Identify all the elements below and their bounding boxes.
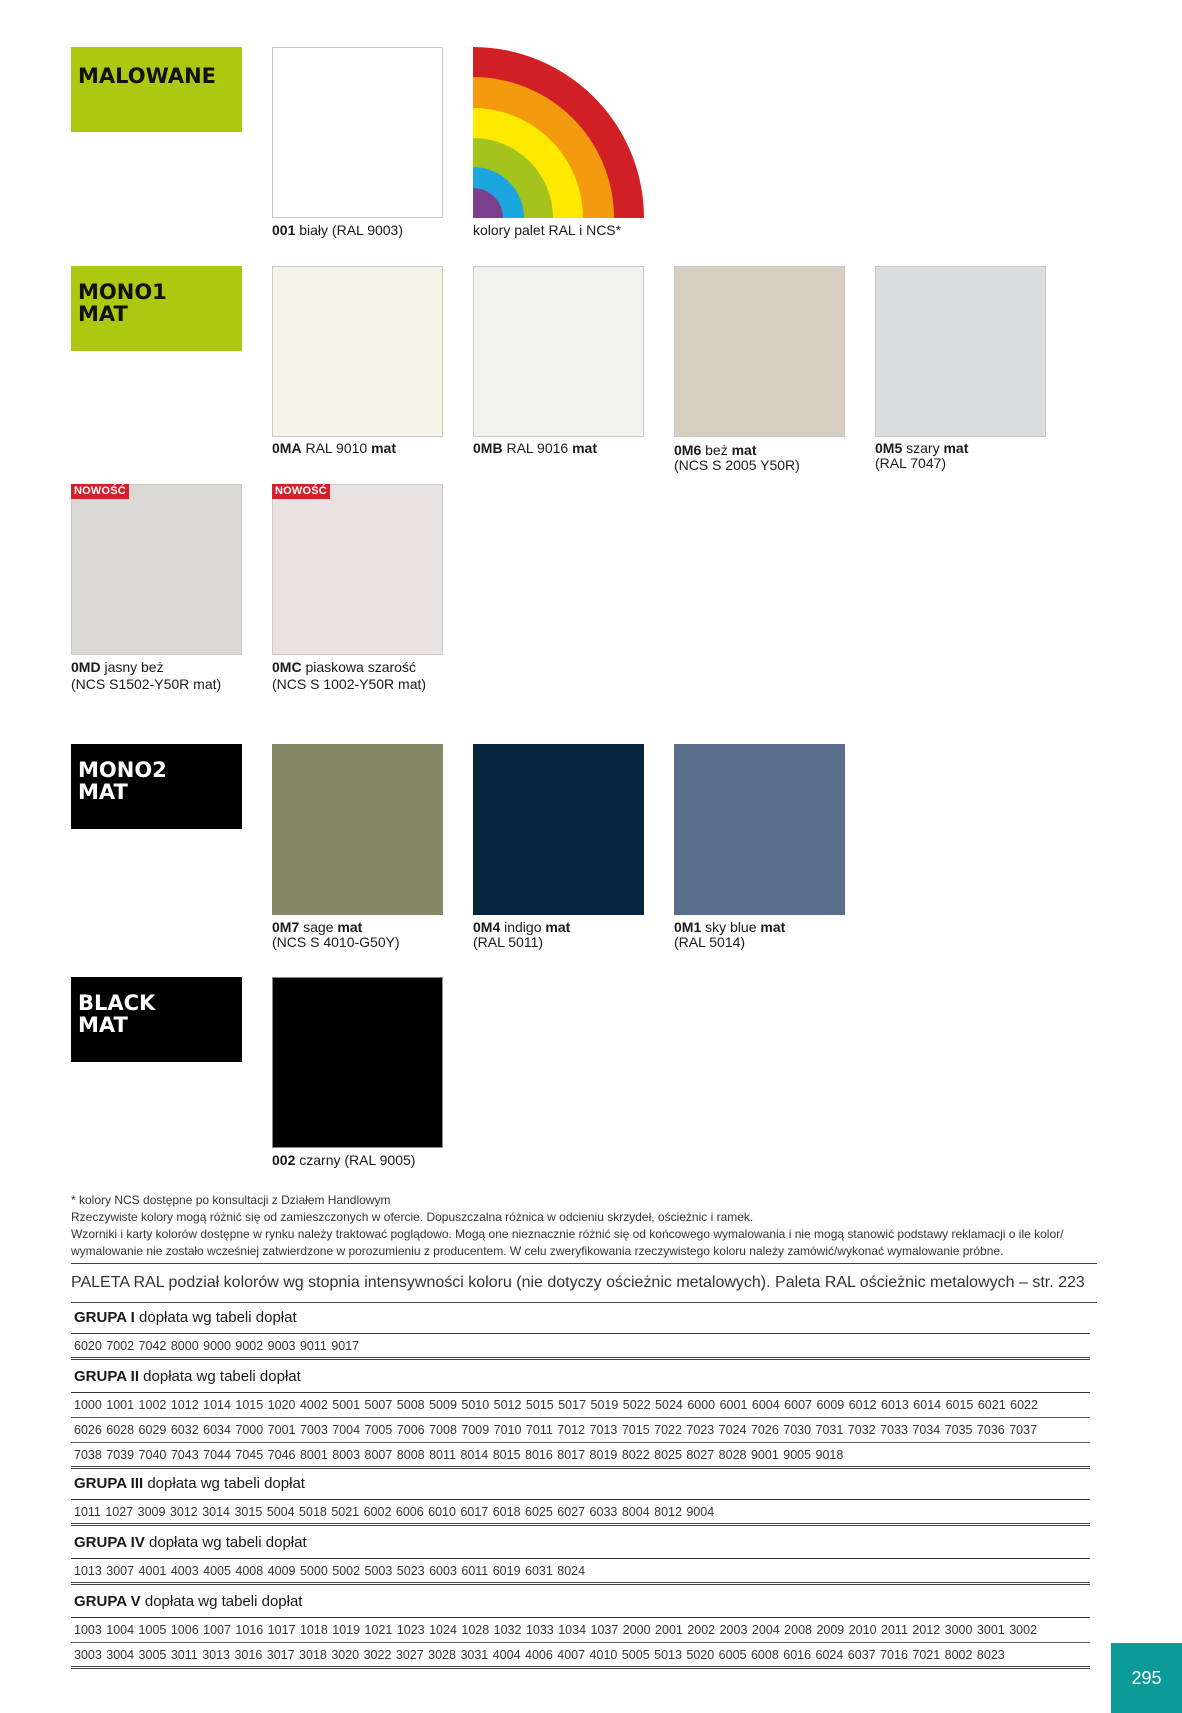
rainbow-swatch: [473, 47, 644, 218]
color-code: 0M7: [272, 919, 300, 935]
swatch-0MC: [272, 484, 443, 655]
caption-0M4: [473, 920, 673, 950]
group-codes-row: 1000 1001 1002 1012 1014 1015 1020 4002 5001 5007 5008 5009 5010 5012 5015 5017 5019 5022 5024 6000 6001 6004 6007 6009 6012 6013 6014 6015 6021 6022: [71, 1393, 1090, 1418]
color-code: 0M6: [674, 442, 702, 458]
color-ref: (RAL 5011): [473, 934, 544, 950]
section-label-line: MAT: [78, 780, 128, 804]
section-label-line: MONO2: [78, 758, 167, 782]
color-desc: beż: [701, 442, 732, 458]
group-desc: dopłata wg tabeli dopłat: [144, 1534, 307, 1551]
color-finish: mat: [371, 440, 396, 456]
color-code: 001: [272, 222, 296, 238]
caption-0MC: [272, 659, 472, 693]
group-title: [71, 1528, 1090, 1559]
group-title: [71, 1469, 1090, 1500]
caption-0M7: [272, 920, 472, 950]
section-label-line: MALOWANE: [78, 64, 217, 88]
color-code: 0MA: [272, 440, 302, 456]
caption-ral-ncs: kolory palet RAL i NCS*: [473, 222, 622, 238]
swatch-0MB: [473, 266, 644, 437]
swatch-001: [272, 47, 443, 218]
swatch-0MA: [272, 266, 443, 437]
group-desc: dopłata wg tabeli dopłat: [134, 1309, 297, 1326]
ral-group-2: [71, 1362, 1090, 1469]
group-desc: dopłata wg tabeli dopłat: [143, 1475, 305, 1492]
group-desc: dopłata wg tabeli dopłat: [139, 1368, 301, 1385]
caption-0M6: [674, 443, 874, 473]
color-finish: mat: [943, 440, 969, 456]
color-desc: indigo: [500, 919, 546, 935]
section-label-line: MONO1: [78, 280, 167, 304]
section-label-mono2: [71, 744, 242, 829]
section-label-line: BLACK: [78, 991, 156, 1015]
color-desc: sky blue: [701, 919, 761, 935]
color-code: 0M4: [473, 919, 501, 935]
group-codes-row: 6026 6028 6029 6032 6034 7000 7001 7003 7004 7005 7006 7008 7009 7010 7011 7012 7013 7015 7022 7023 7024 7026 7030 7031 7032 7033 7034 7035 7036 7037: [71, 1418, 1090, 1443]
ral-group-1: [71, 1303, 1090, 1360]
caption-0M5: [875, 441, 1075, 471]
section-label-mono1: [71, 266, 242, 351]
color-finish: mat: [545, 919, 571, 935]
swatch-0M6: [674, 266, 845, 437]
swatch-0MD: [71, 484, 242, 655]
color-finish: mat: [760, 919, 786, 935]
swatch-0M1: [674, 744, 845, 915]
group-title: [71, 1362, 1090, 1393]
group-title: [71, 1587, 1090, 1618]
footnote-line: * kolory NCS dostępne po konsultacji z Działem Handlowym: [71, 1193, 391, 1207]
new-badge: NOWOŚĆ: [71, 484, 129, 499]
section-label-black: [71, 977, 242, 1062]
color-desc: szary: [902, 440, 944, 456]
color-code: 0M1: [674, 919, 702, 935]
group-name: GRUPA V: [74, 1593, 141, 1610]
swatch-0M5: [875, 266, 1046, 437]
color-ref: (RAL 7047): [875, 455, 947, 471]
group-name: GRUPA II: [74, 1368, 140, 1385]
group-codes-row: 1011 1027 3009 3012 3014 3015 5004 5018 5021 6002 6006 6010 6017 6018 6025 6027 6033 8004 8012 9004: [71, 1500, 1090, 1526]
section-label-line: MAT: [78, 302, 128, 326]
color-code: 0MB: [473, 440, 503, 456]
color-desc: RAL 9016: [502, 440, 573, 456]
caption-0MA: [272, 441, 472, 456]
color-code: 0MC: [272, 659, 302, 675]
group-codes-row: 1003 1004 1005 1006 1007 1016 1017 1018 1019 1021 1023 1024 1028 1032 1033 1034 1037 2000 2001 2002 2003 2004 2008 2009 2010 2011 2012 3000 3001 3002: [71, 1618, 1090, 1643]
color-code: 002: [272, 1152, 296, 1168]
group-desc: dopłata wg tabeli dopłat: [140, 1593, 303, 1610]
color-code: 0MD: [71, 659, 101, 675]
color-ref: (NCS S 1002-Y50R mat): [272, 676, 427, 692]
caption-002: [272, 1153, 472, 1168]
group-name: GRUPA III: [74, 1475, 144, 1492]
ral-group-5: [71, 1587, 1090, 1669]
color-desc: biały (RAL 9003): [295, 222, 404, 238]
group-codes-row: 7038 7039 7040 7043 7044 7045 7046 8001 8003 8007 8008 8011 8014 8015 8016 8017 8019 8022 8025 8027 8028 9001 9005 9018: [71, 1443, 1090, 1469]
footnote-line: Wzorniki i karty kolorów dostępne w rynku należy traktować poglądowo. Mogą one nieznacznie różnić się od końcowego wymalowania i nie mogą stanowić podstawy reklamacji o ile kolor/: [71, 1227, 1064, 1241]
color-desc: czarny (RAL 9005): [295, 1152, 416, 1168]
color-code: 0M5: [875, 440, 903, 456]
group-codes-row: 3003 3004 3005 3011 3013 3016 3017 3018 3020 3022 3027 3028 3031 4004 4006 4007 4010 5005 5013 5020 6005 6008 6016 6024 6037 7016 7021 8002 8023: [71, 1643, 1090, 1669]
group-name: GRUPA I: [74, 1309, 135, 1326]
color-ref: (RAL 5014): [674, 934, 746, 950]
color-finish: mat: [572, 440, 597, 456]
color-desc: piaskowa szarość: [301, 659, 416, 675]
palette-header: PALETA RAL podział kolorów wg stopnia intensywności koloru (nie dotyczy ościeżnic metalowych). Paleta RAL ościeżnic metalowych – str. 223: [71, 1263, 1097, 1303]
color-ref: (NCS S 2005 Y50R): [674, 457, 800, 473]
color-ref: (NCS S1502-Y50R mat): [71, 676, 222, 692]
group-name: GRUPA IV: [74, 1534, 145, 1551]
page-number: 295: [1111, 1643, 1182, 1713]
caption-0MD: [71, 659, 271, 693]
ral-group-4: [71, 1528, 1090, 1585]
swatch-0M4: [473, 744, 644, 915]
color-finish: mat: [337, 919, 363, 935]
group-codes-row: 6020 7002 7042 8000 9000 9002 9003 9011 9017: [71, 1334, 1090, 1360]
color-desc: sage: [299, 919, 338, 935]
section-label-malowane: [71, 47, 242, 132]
footnote-line: wymalowanie nie zostało wcześniej zatwierdzone w porozumieniu z producentem. W celu zweryfikowania rzeczywistego koloru należy zamówić/wykonać wymalowanie próbne.: [71, 1244, 1004, 1258]
ral-group-3: [71, 1469, 1090, 1526]
caption-001: [272, 223, 472, 238]
caption-0M1: [674, 920, 874, 950]
section-label-line: MAT: [78, 1013, 128, 1037]
footnotes: [71, 1192, 1101, 1260]
color-ref: (NCS S 4010-G50Y): [272, 934, 400, 950]
new-badge: NOWOŚĆ: [272, 484, 330, 499]
swatch-0M7: [272, 744, 443, 915]
color-desc: jasny beż: [100, 659, 164, 675]
color-desc: RAL 9010: [301, 440, 372, 456]
caption-0MB: [473, 441, 673, 456]
color-finish: mat: [731, 442, 757, 458]
group-codes-row: 1013 3007 4001 4003 4005 4008 4009 5000 5002 5003 5023 6003 6011 6019 6031 8024: [71, 1559, 1090, 1585]
swatch-002: [272, 977, 443, 1148]
group-title: [71, 1303, 1090, 1334]
footnote-line: Rzeczywiste kolory mogą różnić się od zamieszczonych w ofercie. Dopuszczalna różnica w odcieniu skrzydeł, ościeżnic i ramek.: [71, 1210, 754, 1224]
